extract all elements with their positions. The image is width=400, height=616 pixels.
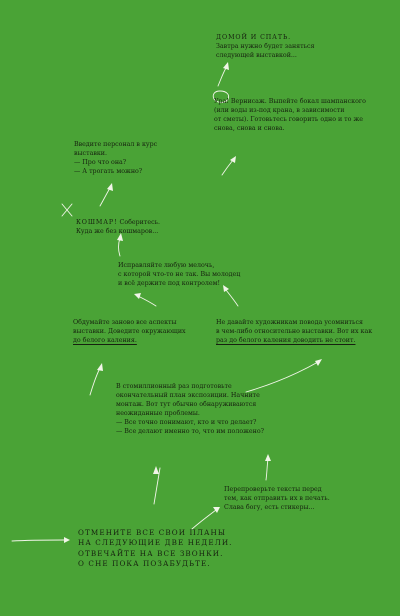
plan-line: — Все делают именно то, что им положено?: [116, 427, 264, 435]
texts-line: Перепроверьте тексты перед: [224, 486, 322, 493]
cancel-line: ОТМЕНИТЕ ВСЕ СВОИ ПЛАНЫ: [78, 528, 227, 537]
cancel-line: НА СЛЕДУЮЩИЕ ДВЕ НЕДЕЛИ.: [78, 538, 233, 548]
arrow-cancel-to-texts: [192, 510, 216, 529]
block-cancel: [78, 528, 233, 570]
artists-line: в чем-либо относительно выставки. Вот их как: [216, 327, 373, 335]
block-plan: [116, 383, 264, 437]
home-line: следующей выставкой...: [216, 51, 297, 59]
fix-line: и всё держите под контролем!: [118, 279, 221, 287]
arrow-fix-to-nightmare: [119, 238, 121, 256]
staff-line: — А трогать можно?: [74, 167, 143, 175]
start-arrow: [12, 540, 64, 541]
block-artists: [216, 319, 372, 346]
nightmare-heading: КОШМАР!: [76, 219, 118, 226]
block-staff: [74, 141, 157, 177]
staff-line: выставки.: [74, 149, 108, 157]
artists-line-underlined: раз до белого каления доводить не стоит.: [216, 336, 356, 344]
arrow-hooray-to-home: [218, 68, 226, 86]
discuss-line: выставки. Доведите окружающих: [73, 327, 186, 335]
hooray-line: от сметы). Готовьтесь говорить одно и то же: [214, 115, 363, 123]
arrow-texts-to-plan: [266, 459, 268, 480]
arrow-discuss-to-fix: [138, 296, 156, 306]
plan-line: В стомиллионный раз подготовьте: [116, 383, 232, 390]
block-home: [216, 34, 315, 61]
plan-line: окончательный план экспозиции. Начните: [116, 391, 260, 399]
home-heading: ДОМОЙ И СПАТЬ.: [216, 34, 291, 41]
discuss-line-underlined: до белого каления.: [73, 336, 137, 344]
hooray-line: снова, снова и снова.: [214, 124, 285, 132]
arrow-plan-to-discuss: [90, 368, 100, 395]
plan-line: неожиданные проблемы.: [116, 409, 200, 417]
block-hooray: [214, 98, 366, 134]
block-fix: [118, 262, 240, 289]
texts-line: тем, как отправить их в печать.: [224, 494, 330, 502]
start-arrowhead-icon: [64, 537, 70, 543]
cancel-line: О СНЕ ПОКА ПОЗАБУДЬТЕ.: [78, 559, 211, 569]
cancel-line: ОТВЕЧАЙТЕ НА ВСЕ ЗВОНКИ.: [78, 548, 224, 558]
arrow-staff-to-hooray: [222, 160, 233, 175]
block-discuss: [73, 319, 186, 346]
staff-line: Введите персонал в курс: [74, 141, 158, 148]
artists-line: Не давайте художникам повода усомниться: [216, 319, 363, 326]
arrow-nightmare-to-staff: [100, 188, 110, 206]
texts-line: Слава богу, есть стикеры...: [224, 503, 315, 511]
fix-line: с которой что-то не так. Вы молодец: [118, 270, 241, 278]
arrow-artists-to-fix: [226, 290, 238, 306]
discuss-line: Обдумайте заново все аспекты: [73, 319, 177, 326]
hooray-line: Ура! Вернисаж. Выпейте бокал шампанского: [214, 98, 366, 105]
plan-line: монтаж. Вот тут обычно обнаруживаются: [116, 400, 257, 408]
home-line: Завтра нужно будет заняться: [216, 42, 315, 50]
plan-line: — Все точно понимают, кто и что делает?: [116, 418, 257, 426]
block-nightmare: [76, 219, 160, 237]
staff-line: — Про что она?: [74, 158, 127, 166]
nightmare-line: Куда же без кошмаров...: [76, 227, 159, 235]
hooray-line: (или воды из-под крана, в зависимости: [214, 106, 345, 114]
fix-line: Исправляйте любую мелочь,: [118, 262, 215, 269]
nightmare-text: Соберитесь.: [117, 219, 161, 226]
block-texts: [224, 486, 330, 513]
